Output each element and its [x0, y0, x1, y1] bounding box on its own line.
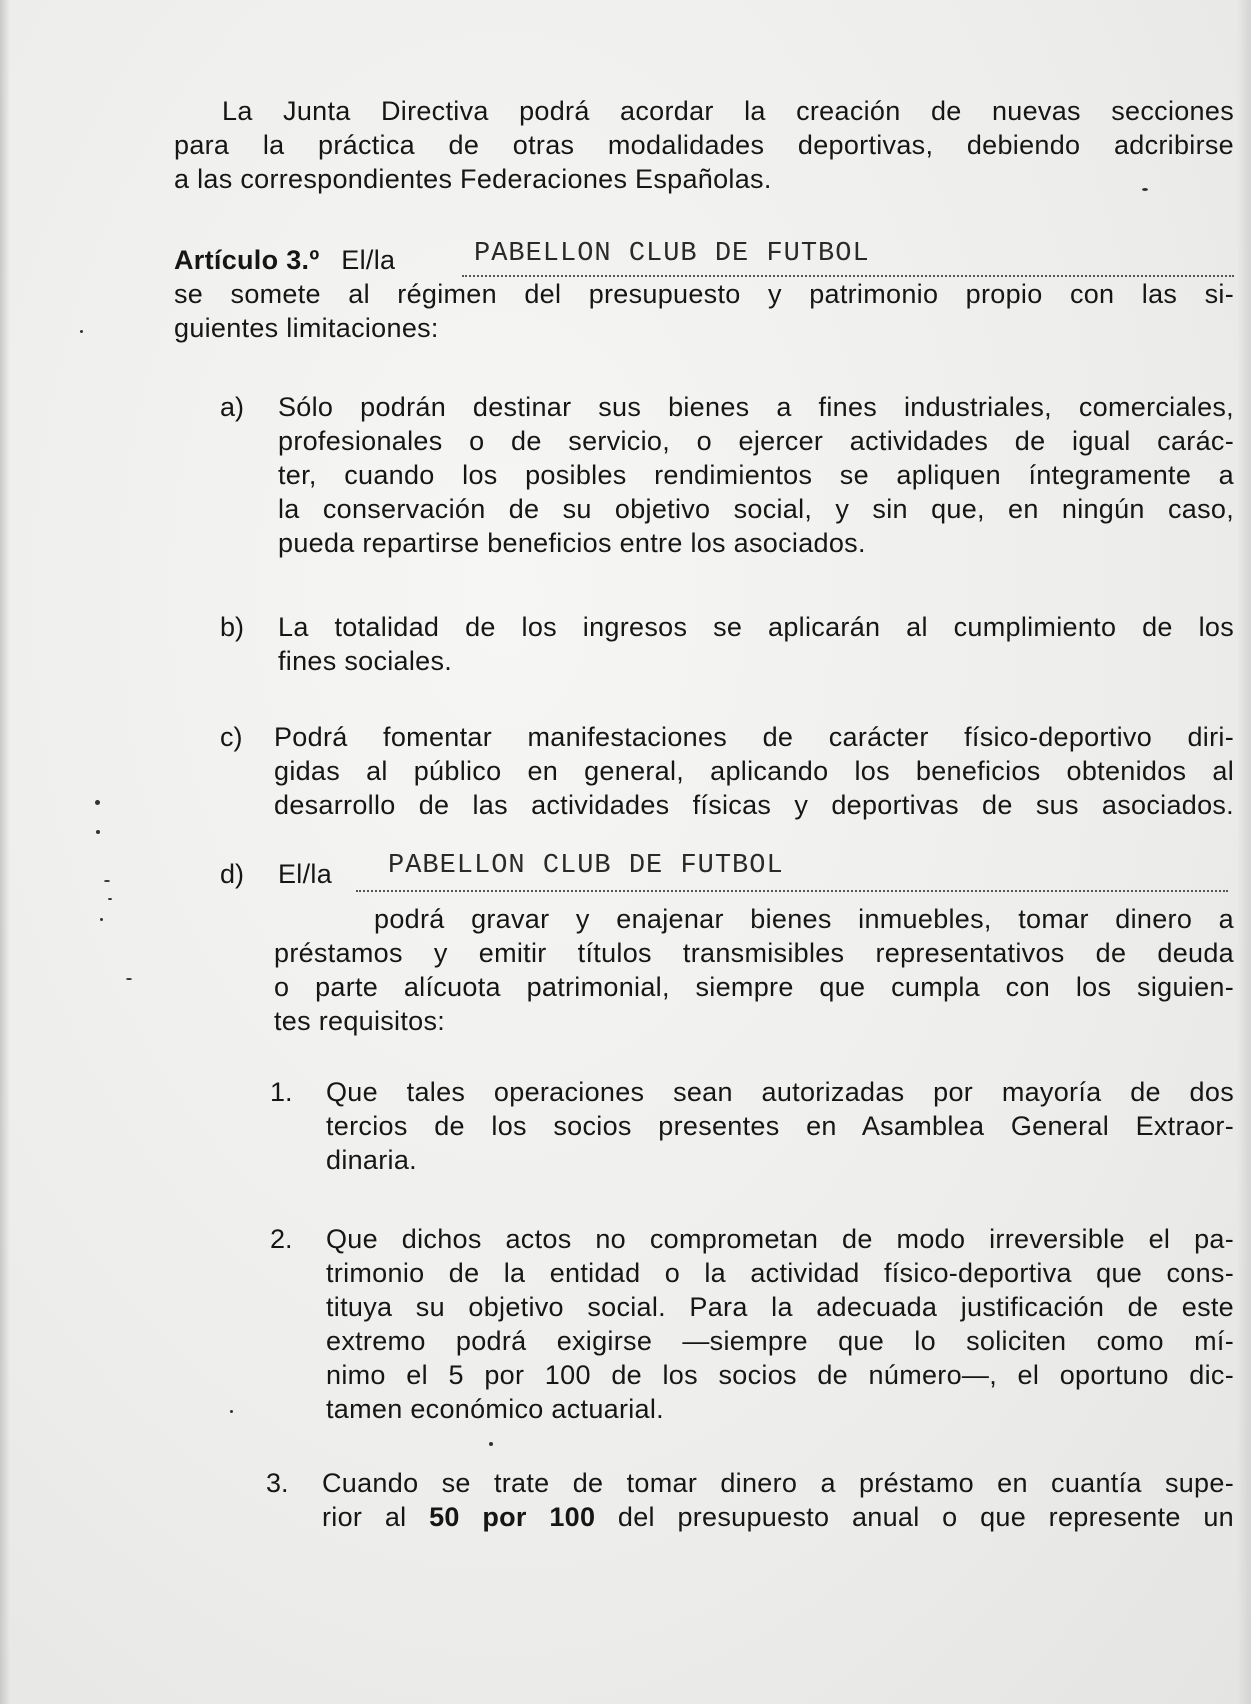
- item-line: la conservación de su objetivo social, y sin que, en ningún caso,: [278, 494, 1234, 524]
- sub-item-line: extremo podrá exigirse —siempre que lo soliciten como mí-: [326, 1326, 1234, 1356]
- scan-speck: [96, 830, 100, 834]
- article-label: Artículo 3.º: [174, 245, 320, 275]
- intro-line: para la práctica de otras modalidades deportivas, debiendo adcribirse: [174, 130, 1234, 160]
- dotted-fill-line: [356, 890, 1228, 892]
- sub-item-marker: 1.: [270, 1077, 293, 1107]
- scan-speck: [95, 800, 100, 805]
- typed-club-name: PABELLON CLUB DE FUTBOL: [474, 239, 870, 269]
- sub-item-line: dinaria.: [326, 1145, 417, 1175]
- item-line: La totalidad de los ingresos se aplicarán al cumplimiento de los: [278, 612, 1234, 642]
- scan-speck: [489, 1442, 493, 1446]
- sub-item-marker: 3.: [266, 1468, 289, 1498]
- scan-speck: [108, 898, 112, 900]
- item-line: Podrá fomentar manifestaciones de carácter físico-deportivo diri-: [274, 722, 1234, 752]
- sub-item-line: trimonio de la entidad o la actividad físico-deportiva que cons-: [326, 1258, 1234, 1288]
- sub-item-line: Cuando se trate de tomar dinero a préstamo en cuantía supe-: [322, 1468, 1234, 1498]
- item-line: gidas al público en general, aplicando los beneficios obtenidos al: [274, 756, 1234, 786]
- page-edge-shadow-right: [1237, 0, 1251, 1704]
- intro-line: La Junta Directiva podrá acordar la creación de nuevas secciones: [222, 96, 1234, 126]
- item-marker: d): [220, 859, 245, 889]
- intro-line: a las correspondientes Federaciones Españolas.: [174, 164, 772, 194]
- item-line: préstamos y emitir títulos transmisibles representativos de deuda: [274, 938, 1234, 968]
- article-line: se somete al régimen del presupuesto y patrimonio propio con las si-: [174, 279, 1234, 309]
- item-line: fines sociales.: [278, 646, 453, 676]
- item-marker: b): [220, 612, 245, 642]
- article-3: [174, 239, 1234, 345]
- item-line: pueda repartirse beneficios entre los asociados.: [278, 528, 866, 558]
- dotted-fill-line: [462, 275, 1234, 277]
- sub-item-marker: 2.: [270, 1224, 293, 1254]
- sub-item-line: tituya su objetivo social. Para la adecuada justificación de este: [326, 1292, 1234, 1322]
- sub-item-line: Que tales operaciones sean autorizadas por mayoría de dos: [326, 1077, 1234, 1107]
- sub-item-line: Que dichos actos no comprometan de modo irreversible el pa-: [326, 1224, 1234, 1254]
- item-line: Sólo podrán destinar sus bienes a fines industriales, comerciales,: [278, 392, 1234, 422]
- sub-item-text: del presupuesto anual o que represente un: [617, 1502, 1234, 1532]
- item-line: ter, cuando los posibles rendimientos se apliquen íntegramente a: [278, 460, 1234, 490]
- item-line: o parte alícuota patrimonial, siempre que cumpla con los siguien-: [274, 972, 1234, 1002]
- item-line: tes requisitos:: [274, 1006, 446, 1036]
- page-edge-shadow-left: [0, 0, 10, 1704]
- scan-speck: [1142, 188, 1148, 191]
- item-line: podrá gravar y enajenar bienes inmuebles, tomar dinero a: [374, 904, 1234, 934]
- item-marker: a): [220, 392, 245, 422]
- scan-speck: [126, 978, 132, 980]
- scan-speck: [230, 1410, 233, 1413]
- item-d-ella: El/la: [278, 859, 333, 889]
- bold-amount: 50 por 100: [429, 1502, 596, 1532]
- article-ella: El/la: [341, 245, 396, 275]
- sub-item-line-2: [322, 1500, 1234, 1534]
- scan-speck: [100, 918, 103, 921]
- article-heading-line: [174, 239, 1234, 277]
- item-marker: c): [220, 722, 243, 752]
- article-line: guientes limitaciones:: [174, 313, 439, 343]
- item-line: profesionales o de servicio, o ejercer actividades de igual carác-: [278, 426, 1234, 456]
- sub-item-line: tamen económico actuarial.: [326, 1394, 664, 1424]
- item-line: desarrollo de las actividades físicas y deportivas de sus asociados.: [274, 790, 1234, 820]
- typed-club-name: PABELLON CLUB DE FUTBOL: [388, 851, 784, 881]
- scan-speck: [80, 330, 83, 333]
- sub-item-text: rior al: [322, 1502, 407, 1532]
- sub-item-line: tercios de los socios presentes en Asamblea General Extraor-: [326, 1111, 1234, 1141]
- sub-item-line: nimo el 5 por 100 de los socios de número—, el oportuno dic-: [326, 1360, 1234, 1390]
- intro-paragraph: [174, 94, 1234, 196]
- scan-speck: [104, 880, 110, 882]
